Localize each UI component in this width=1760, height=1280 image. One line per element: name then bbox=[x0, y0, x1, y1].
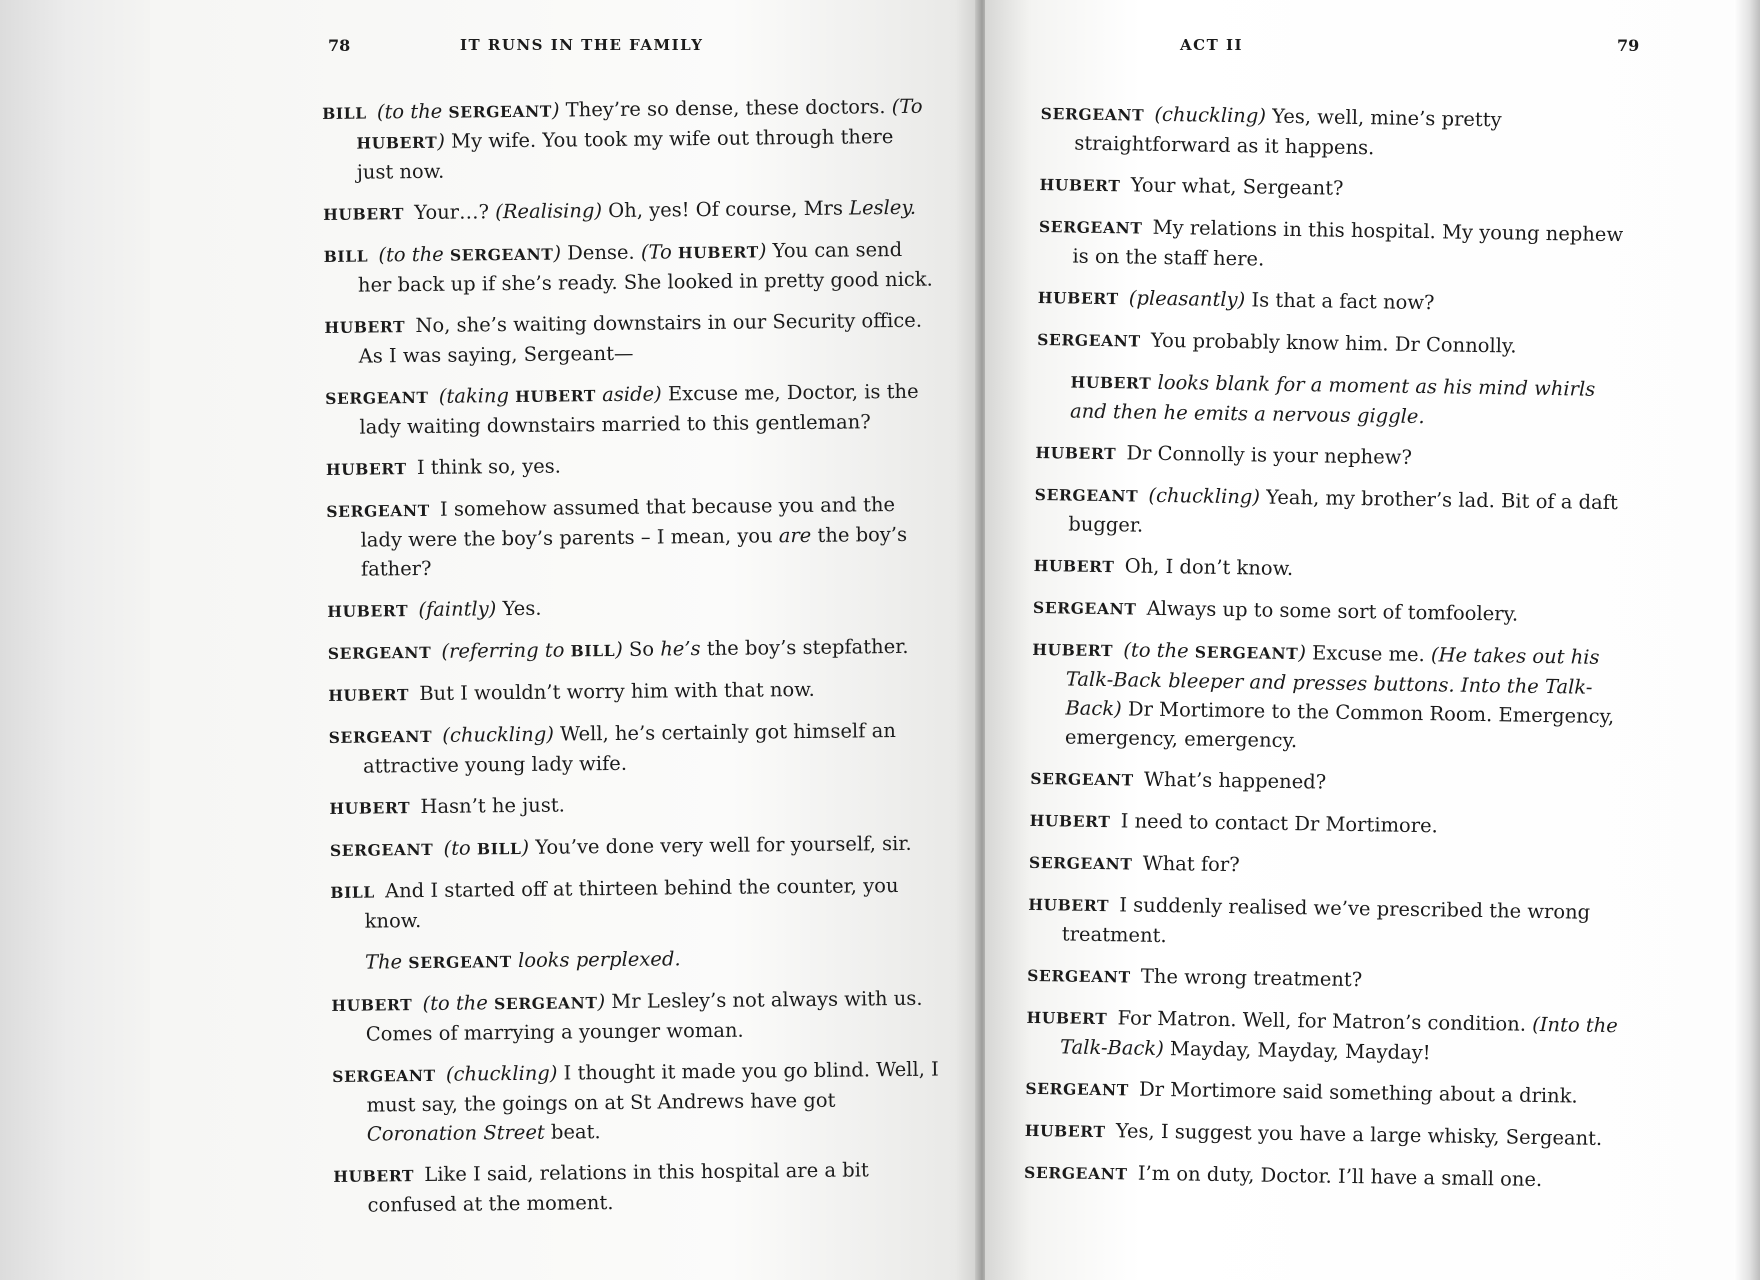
running-head: IT RUNS IN THE FAMILY bbox=[460, 36, 704, 54]
character-ref: SERGEANT bbox=[408, 952, 512, 973]
speech-line bbox=[329, 716, 940, 781]
speech-line bbox=[326, 448, 936, 484]
direction-text: (He takes out his Talk-Back bleeper and presses buttons. Into the Talk-Back) bbox=[1065, 643, 1600, 721]
dialogue-text: What’s happened? bbox=[1143, 767, 1327, 794]
speech-line bbox=[326, 490, 937, 584]
speaker-name: HUBERT bbox=[333, 1166, 415, 1186]
speech-line bbox=[1031, 634, 1633, 760]
speaker-name: SERGEANT bbox=[1023, 1162, 1128, 1184]
speaker-name: SERGEANT bbox=[326, 500, 430, 521]
speech-line bbox=[332, 1055, 943, 1149]
direction-text: ) bbox=[758, 239, 767, 263]
page-edge bbox=[1734, 0, 1760, 1280]
speech-line bbox=[1040, 98, 1641, 166]
direction-text: (Realising) bbox=[495, 199, 603, 224]
character-ref: SERGEANT bbox=[1194, 642, 1299, 664]
dialogue-text: So bbox=[622, 637, 661, 661]
speaker-name: HUBERT bbox=[1029, 810, 1111, 832]
dialogue-text: Mr Lesley’s not always with us. Comes of marrying a younger woman. bbox=[365, 986, 923, 1046]
direction-text: (pleasantly) bbox=[1128, 286, 1246, 312]
speech-line bbox=[1024, 1157, 1624, 1196]
direction-text: (referring to bbox=[441, 638, 571, 663]
page-number: 79 bbox=[1617, 36, 1640, 55]
speech-line bbox=[1029, 847, 1629, 886]
dialogue-text: I need to contact Dr Mortimore. bbox=[1120, 809, 1439, 838]
direction-text: Lesley. bbox=[848, 195, 917, 220]
speaker-name: HUBERT bbox=[1035, 442, 1117, 464]
dialogue-text: Dense. bbox=[560, 240, 642, 265]
stage-direction bbox=[1036, 366, 1637, 434]
dialogue-text: Dr Connolly is your nephew? bbox=[1126, 441, 1413, 469]
direction-text: (to the bbox=[422, 991, 495, 1015]
direction-text: ) bbox=[437, 129, 446, 153]
speech-line bbox=[1029, 805, 1629, 844]
page-number: 78 bbox=[328, 36, 351, 55]
dialogue-text: I suddenly realised we’ve prescribed the wrong treatment. bbox=[1061, 893, 1591, 948]
direction-text: ) bbox=[521, 835, 530, 859]
speech-line bbox=[1030, 763, 1630, 802]
direction-text: are bbox=[778, 523, 812, 548]
speech-line bbox=[1033, 550, 1633, 589]
speaker-name: SERGEANT bbox=[1040, 103, 1145, 125]
character-ref: HUBERT bbox=[356, 132, 438, 153]
dialogue-text: No, she’s waiting downstairs in our Security office. As I was saying, Sergeant— bbox=[358, 308, 923, 368]
dialogue-text: the boy’s stepfather. bbox=[700, 634, 909, 661]
dialogue-text: My wife. You took my wife out through there just now. bbox=[356, 125, 894, 184]
dialogue-text: Oh, yes! Of course, Mrs bbox=[601, 196, 850, 223]
speaker-name: HUBERT bbox=[327, 601, 409, 621]
speaker-name: HUBERT bbox=[1024, 1120, 1106, 1142]
direction-text: aside) bbox=[595, 382, 662, 407]
speaker-name: SERGEANT bbox=[1027, 965, 1131, 987]
direction-text: looks perplexed. bbox=[511, 947, 681, 973]
dialogue-text: Dr Mortimore to the Common Room. Emergency, emergency, emergency. bbox=[1064, 697, 1615, 753]
speaker-name: SERGEANT bbox=[1037, 329, 1141, 351]
speech-line bbox=[325, 377, 936, 442]
speaker-name: SERGEANT bbox=[1032, 597, 1137, 619]
direction-text: Coronation Street bbox=[366, 1120, 545, 1146]
dialogue-text: And I started off at thirteen behind the counter, you know. bbox=[364, 874, 899, 933]
dialogue-text: My relations in this hospital. My young nephew is on the staff here. bbox=[1072, 215, 1624, 271]
speaker-name: BILL bbox=[330, 882, 375, 902]
speech-line bbox=[330, 871, 941, 936]
right-page bbox=[985, 0, 1760, 1280]
speaker-name: BILL bbox=[322, 103, 367, 123]
direction-text: (chuckling) bbox=[1154, 102, 1267, 128]
dialogue-text: You can send her back up if she’s ready. She looked in pretty good nick. bbox=[357, 237, 933, 297]
running-head: ACT II bbox=[1180, 36, 1243, 54]
speaker-name: HUBERT bbox=[325, 459, 407, 479]
speaker-name: SERGEANT bbox=[325, 387, 429, 408]
speaker-name: HUBERT bbox=[331, 995, 413, 1015]
dialogue-text: The wrong treatment? bbox=[1140, 964, 1363, 992]
dialogue-text: Yes. bbox=[496, 596, 542, 621]
direction-text: (chuckling) bbox=[1148, 483, 1261, 509]
dialogue-text: beat. bbox=[544, 1120, 601, 1144]
speech-line bbox=[1035, 437, 1635, 476]
direction-text: (chuckling) bbox=[442, 722, 554, 747]
direction-text: (faintly) bbox=[418, 597, 497, 622]
speaker-name: HUBERT bbox=[1033, 555, 1115, 577]
speaker-name: SERGEANT bbox=[1034, 484, 1139, 506]
speaker-name: SERGEANT bbox=[329, 839, 434, 860]
speech-line bbox=[322, 92, 933, 187]
speech-line bbox=[1025, 1115, 1625, 1154]
speaker-name: SERGEANT bbox=[1038, 216, 1143, 238]
direction-text: looks blank for a moment as his mind whirls and then he emits a nervous giggle. bbox=[1069, 370, 1596, 429]
speaker-name: HUBERT bbox=[323, 204, 405, 224]
speaker-name: BILL bbox=[323, 246, 369, 266]
left-page bbox=[150, 0, 980, 1280]
character-ref: SERGEANT bbox=[493, 993, 598, 1014]
dialogue-text: Is that a fact now? bbox=[1245, 288, 1435, 315]
speech-line bbox=[1038, 211, 1639, 279]
speaker-name: HUBERT bbox=[1039, 174, 1121, 196]
speech-line bbox=[330, 829, 940, 865]
speech-line bbox=[327, 590, 937, 626]
dialogue-text: Oh, I don’t know. bbox=[1124, 554, 1294, 581]
speech-line bbox=[1039, 169, 1639, 208]
dialogue-text: They’re so dense, these doctors. bbox=[559, 95, 892, 122]
direction-text: (chuckling) bbox=[445, 1061, 558, 1086]
scan-shadow bbox=[0, 0, 150, 1280]
speaker-name: SERGEANT bbox=[1025, 1078, 1130, 1100]
dialogue-text: What for? bbox=[1142, 851, 1240, 877]
speech-line bbox=[331, 984, 942, 1049]
speaker-name: HUBERT bbox=[1037, 287, 1119, 309]
speech-line bbox=[323, 193, 933, 229]
character-ref: HUBERT bbox=[515, 386, 597, 406]
dialogue-text: I’m on duty, Doctor. I’ll have a small one. bbox=[1137, 1161, 1543, 1192]
direction-text: (to the bbox=[378, 242, 451, 267]
direction-text: (Into the Talk-Back) bbox=[1059, 1012, 1618, 1061]
dialogue-text: But I wouldn’t worry him with that now. bbox=[419, 677, 815, 706]
script-text bbox=[1024, 98, 1641, 1208]
speaker-name: SERGEANT bbox=[332, 1065, 436, 1086]
dialogue-text: Well, he’s certainly got himself an attractive young lady wife. bbox=[362, 719, 896, 778]
speaker-name: SERGEANT bbox=[327, 642, 432, 663]
direction-text: he’s bbox=[660, 637, 701, 661]
dialogue-text: For Matron. Well, for Matron’s condition. bbox=[1117, 1006, 1533, 1036]
dialogue-text: Yeah, my brother’s lad. Bit of a daft bugger. bbox=[1068, 485, 1618, 537]
character-ref: BILL bbox=[570, 640, 616, 661]
speaker-name: HUBERT bbox=[329, 798, 411, 818]
direction-text: (to the bbox=[1123, 638, 1196, 663]
dialogue-text: I somehow assumed that because you and the lady were the boy’s parents – I mean, you bbox=[360, 493, 896, 552]
speech-line bbox=[328, 632, 938, 668]
dialogue-text: Hasn’t he just. bbox=[420, 793, 565, 819]
speaker-name: HUBERT bbox=[324, 317, 406, 337]
dialogue-text: Mayday, Mayday, Mayday! bbox=[1163, 1037, 1431, 1065]
speaker-name: HUBERT bbox=[1032, 639, 1114, 661]
speech-line bbox=[333, 1155, 944, 1220]
dialogue-text: Dr Mortimore said something about a drink. bbox=[1138, 1077, 1578, 1108]
speech-line bbox=[1026, 1002, 1627, 1070]
character-ref: HUBERT bbox=[1070, 372, 1152, 393]
speaker-name: SERGEANT bbox=[1028, 852, 1133, 874]
speaker-name: HUBERT bbox=[1028, 894, 1110, 916]
direction-text: (To bbox=[640, 240, 679, 264]
dialogue-text: the boy’s father? bbox=[360, 522, 908, 581]
speech-line bbox=[1037, 324, 1637, 363]
direction-text: ) bbox=[551, 98, 560, 122]
character-ref: BILL bbox=[476, 838, 522, 859]
speech-line bbox=[1028, 889, 1629, 957]
speech-line bbox=[1038, 282, 1638, 321]
speech-line bbox=[1033, 592, 1633, 631]
speech-line bbox=[1025, 1073, 1625, 1112]
speaker-name: SERGEANT bbox=[1030, 768, 1134, 790]
script-text bbox=[322, 92, 944, 1232]
stage-direction bbox=[331, 942, 941, 978]
direction-text: The bbox=[364, 950, 409, 974]
dialogue-text: Always up to some sort of tomfoolery. bbox=[1146, 596, 1519, 626]
speaker-name: HUBERT bbox=[1026, 1007, 1108, 1029]
dialogue-text: I think so, yes. bbox=[416, 454, 562, 480]
speech-line bbox=[1027, 960, 1627, 999]
speech-line bbox=[1034, 479, 1635, 547]
character-ref: HUBERT bbox=[677, 242, 759, 263]
dialogue-text: Excuse me, Doctor, is the lady waiting downstairs married to this gentleman? bbox=[359, 379, 919, 439]
dialogue-text: Yes, I suggest you have a large whisky, Sergeant. bbox=[1115, 1119, 1603, 1150]
character-ref: SERGEANT bbox=[448, 101, 553, 122]
speech-line bbox=[324, 306, 935, 371]
dialogue-text: I thought it made you go blind. Well, I must say, the goings on at St Andrews have got bbox=[366, 1057, 939, 1117]
speech-line bbox=[323, 235, 934, 300]
direction-text: ) bbox=[615, 637, 623, 661]
dialogue-text: Your…? bbox=[414, 200, 496, 225]
direction-text: ) bbox=[553, 241, 562, 265]
dialogue-text: Your what, Sergeant? bbox=[1130, 173, 1344, 200]
direction-text: (taking bbox=[438, 383, 516, 408]
dialogue-text: Like I said, relations in this hospital are a bit confused at the moment. bbox=[367, 1158, 869, 1217]
direction-text: (to bbox=[443, 836, 478, 860]
character-ref: SERGEANT bbox=[449, 244, 554, 265]
dialogue-text: You probably know him. Dr Connolly. bbox=[1150, 328, 1517, 358]
speaker-name: HUBERT bbox=[328, 685, 410, 705]
direction-text: (To bbox=[891, 94, 923, 119]
direction-text: ) bbox=[597, 990, 606, 1014]
speech-line bbox=[329, 787, 939, 823]
direction-text: ) bbox=[1298, 641, 1307, 665]
dialogue-text: Excuse me. bbox=[1305, 641, 1432, 667]
speech-line bbox=[328, 674, 938, 710]
direction-text: (to the bbox=[376, 99, 449, 124]
dialogue-text: Yes, well, mine’s pretty straightforward as it happens. bbox=[1074, 104, 1502, 160]
dialogue-text: You’ve done very well for yourself, sir. bbox=[528, 831, 912, 859]
speaker-name: SERGEANT bbox=[328, 726, 433, 747]
